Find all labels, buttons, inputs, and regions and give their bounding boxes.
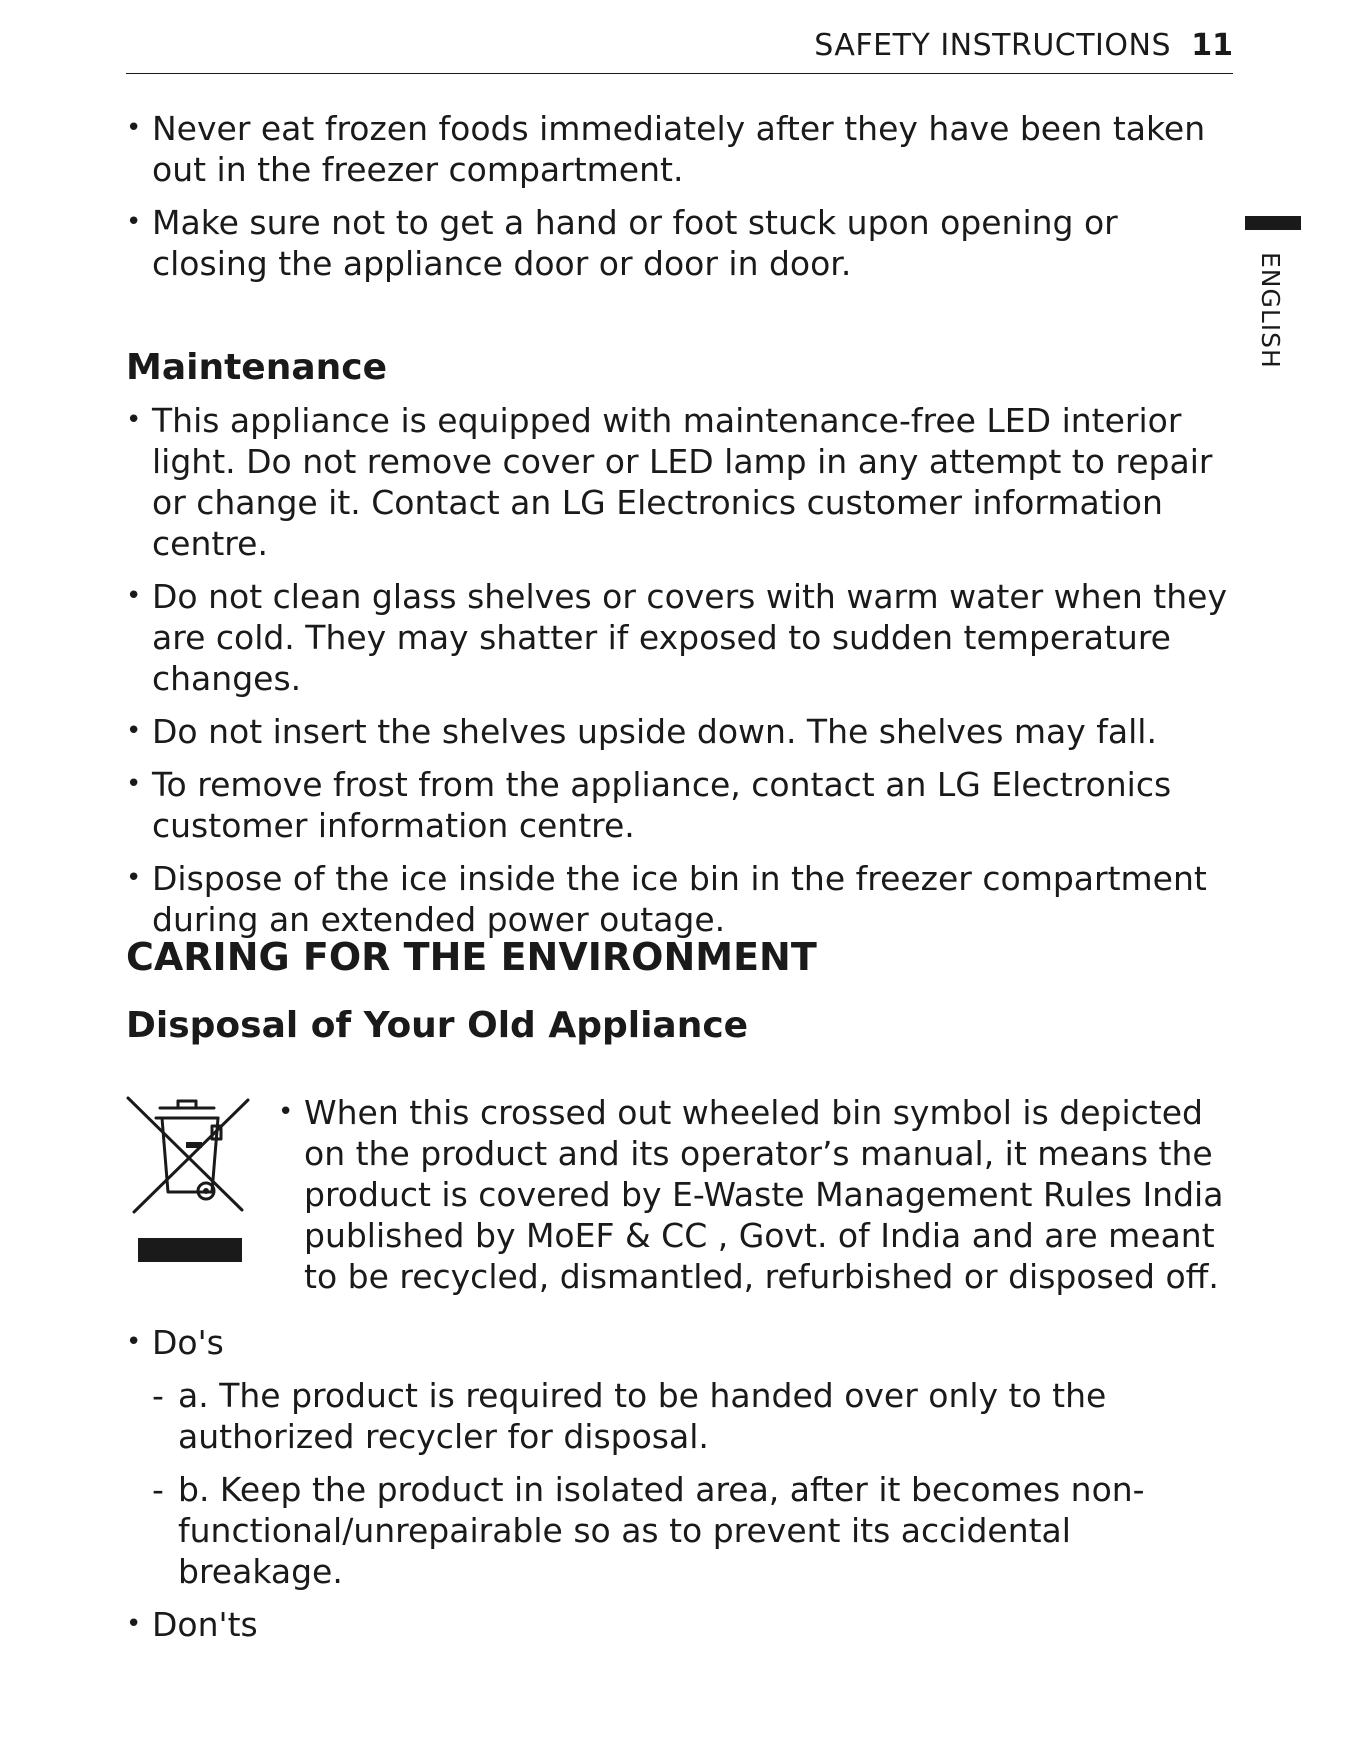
disposal-heading: Disposal of Your Old Appliance [126,1005,749,1046]
dos-donts-section [126,1322,1236,1657]
maintenance-heading: Maintenance [126,347,388,388]
environment-heading-block [126,934,1236,980]
weee-list [278,1092,1236,1309]
language-tab-marker [1245,216,1301,230]
header-title: SAFETY INSTRUCTIONS [814,28,1171,63]
list-item: - a. The product is required to be handed over only to the authorized recycler for disposal. [152,1375,1236,1457]
dos-donts-list [126,1322,1236,1645]
list-item: • When this crossed out wheeled bin symbol is depicted on the product and its operator’s manual, it means the product is covered by E-Waste Management Rules India published by MoEF & CC , Govt. of India and are meant to be recycled, dismantled, refurbished or disposed off. [278,1092,1236,1297]
dos-item [126,1322,1236,1592]
page-number: 11 [1191,28,1233,63]
intro-section [126,108,1236,296]
weee-block [126,1092,1236,1302]
maintenance-list [126,400,1236,940]
language-tab-label: ENGLISH [1256,252,1285,369]
crossed-out-bin-icon [126,1092,250,1268]
list-item: • Dispose of the ice inside the ice bin in the freezer compartment during an extended power outage. [126,858,1236,940]
list-item: • Never eat frozen foods immediately after they have been taken out in the freezer compartment. [126,108,1236,190]
list-item: • Make sure not to get a hand or foot stuck upon opening or closing the appliance door or door in door. [126,202,1236,284]
intro-list [126,108,1236,284]
list-item: - b. Keep the product in isolated area, after it becomes non-functional/unrepairable so as to prevent its accidental breakage. [152,1469,1236,1592]
donts-item: • Don'ts [126,1604,1236,1645]
dos-list [152,1375,1236,1592]
environment-heading: CARING FOR THE ENVIRONMENT [126,935,817,979]
list-item: • This appliance is equipped with maintenance-free LED interior light. Do not remove cover or LED lamp in any attempt to repair or change it. Contact an LG Electronics customer information centre. [126,400,1236,564]
maintenance-section [126,346,1236,952]
page-header [126,18,1233,74]
dos-label: Do's [152,1323,224,1362]
disposal-heading-block [126,1004,1236,1048]
list-item: • Do not clean glass shelves or covers with warm water when they are cold. They may shatter if exposed to sudden temperature changes. [126,576,1236,699]
list-item: • Do not insert the shelves upside down. The shelves may fall. [126,711,1236,752]
list-item: • To remove frost from the appliance, contact an LG Electronics customer information centre. [126,764,1236,846]
